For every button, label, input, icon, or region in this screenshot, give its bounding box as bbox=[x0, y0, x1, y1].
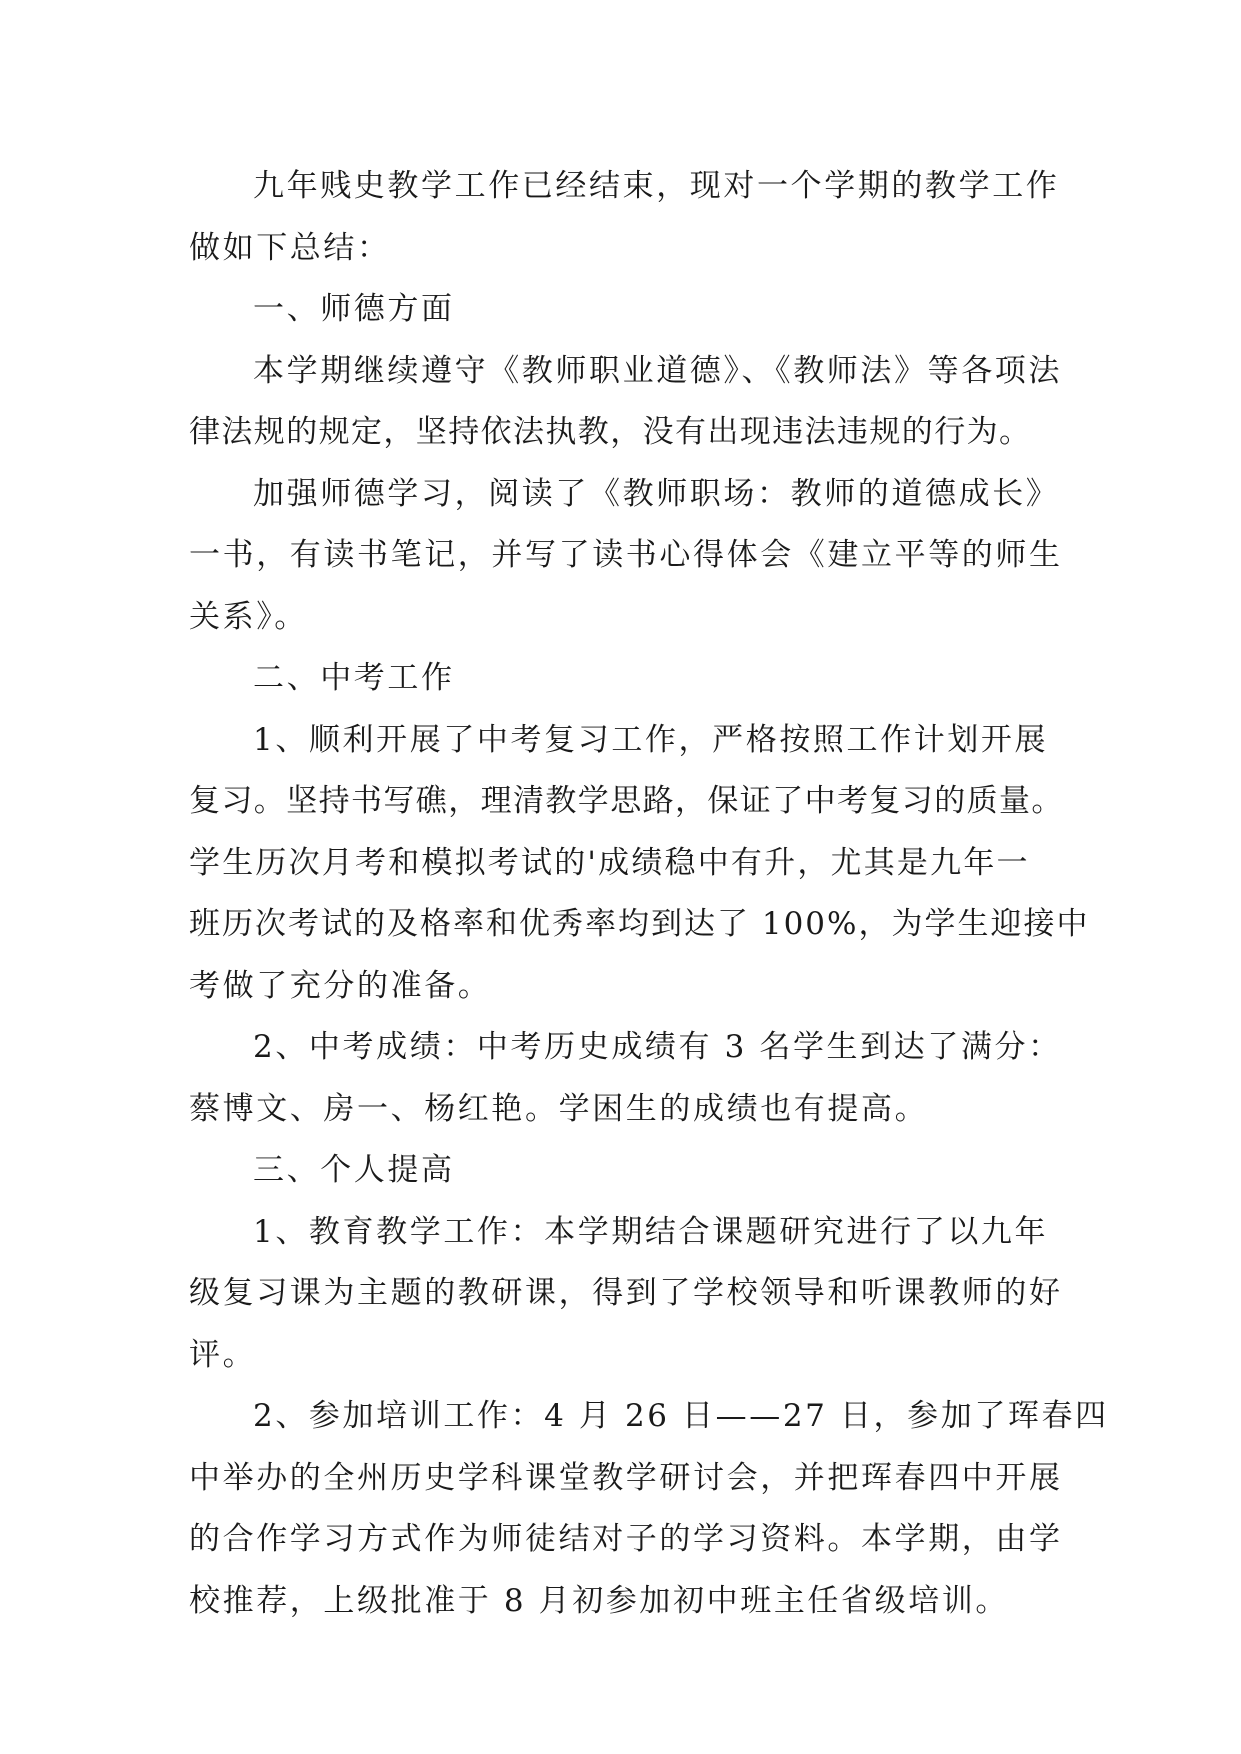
text-line: 的合作学习方式作为师徒结对子的学习资料。本学期，由学 bbox=[189, 1521, 1063, 1557]
document-body bbox=[189, 156, 1109, 1632]
text-line: 蔡博文、房一、杨红艳。学困生的成绩也有提高。 bbox=[189, 1090, 929, 1127]
text-line: 1、顺利开展了中考复习工作，严格按照工作计划开展 bbox=[253, 721, 1049, 758]
text-line: 复习。坚持书写礁，理清教学思路，保证了中考复习的质量。 bbox=[189, 783, 1064, 819]
text-line: 关系》。 bbox=[189, 598, 308, 635]
heading-text: 一、师德方面 bbox=[253, 291, 455, 327]
text-line: 中举办的全州历史学科课堂教学研讨会，并把珲春四中开展 bbox=[189, 1459, 1063, 1496]
text-line: 校推荐，上级批准于 8 月初参加初中班主任省级培训。 bbox=[189, 1582, 1010, 1619]
text-line: 班历次考试的及格率和优秀率均到达了 100%，为学生迎接中 bbox=[189, 906, 1090, 942]
paragraph-teaching-work bbox=[189, 1202, 1063, 1387]
paragraph-exam-review bbox=[189, 710, 1090, 1018]
text-line: 本学期继续遵守《教师职业道德》、《教师法》等各项法 bbox=[253, 352, 1062, 389]
section-heading-teacher-ethics bbox=[189, 279, 1045, 341]
text-line: 1、教育教学工作：本学期结合课题研究进行了以九年 bbox=[253, 1213, 1049, 1250]
heading-text: 二、中考工作 bbox=[253, 660, 455, 696]
section-heading-exam-work bbox=[189, 648, 1045, 710]
text-line: 级复习课为主题的教研课，得到了学校领导和听课教师的好 bbox=[189, 1275, 1063, 1311]
text-line: 考做了充分的准备。 bbox=[189, 967, 492, 1004]
paragraph-ethics-rules bbox=[189, 341, 1062, 464]
text-line: 律法规的规定，坚持依法执教，没有出现违法违规的行为。 bbox=[189, 414, 1032, 450]
text-line: 九年贱史教学工作已经结束，现对一个学期的教学工作 bbox=[253, 168, 1060, 204]
paragraph-ethics-study bbox=[189, 464, 1063, 649]
text-line: 评。 bbox=[189, 1336, 257, 1373]
text-line: 学生历次月考和模拟考试的'成绩稳中有升，尤其是九年一 bbox=[189, 844, 1030, 881]
paragraph-exam-results bbox=[189, 1017, 1062, 1140]
text-line: 做如下总结： bbox=[189, 229, 391, 266]
text-line: 一书，有读书笔记，并写了读书心得体会《建立平等的师生 bbox=[189, 537, 1063, 573]
text-line: 2、中考成绩：中考历史成绩有 3 名学生到达了满分： bbox=[253, 1029, 1062, 1065]
section-heading-personal-growth bbox=[189, 1140, 1045, 1202]
heading-text: 三、个人提高 bbox=[253, 1152, 455, 1188]
paragraph-intro bbox=[189, 156, 1060, 279]
text-line: 2、参加培训工作：4 月 26 日——27 日，参加了珲春四 bbox=[253, 1398, 1109, 1434]
text-line: 加强师德学习，阅读了《教师职场：教师的道德成长》 bbox=[253, 475, 1060, 512]
paragraph-training-work bbox=[189, 1386, 1109, 1632]
